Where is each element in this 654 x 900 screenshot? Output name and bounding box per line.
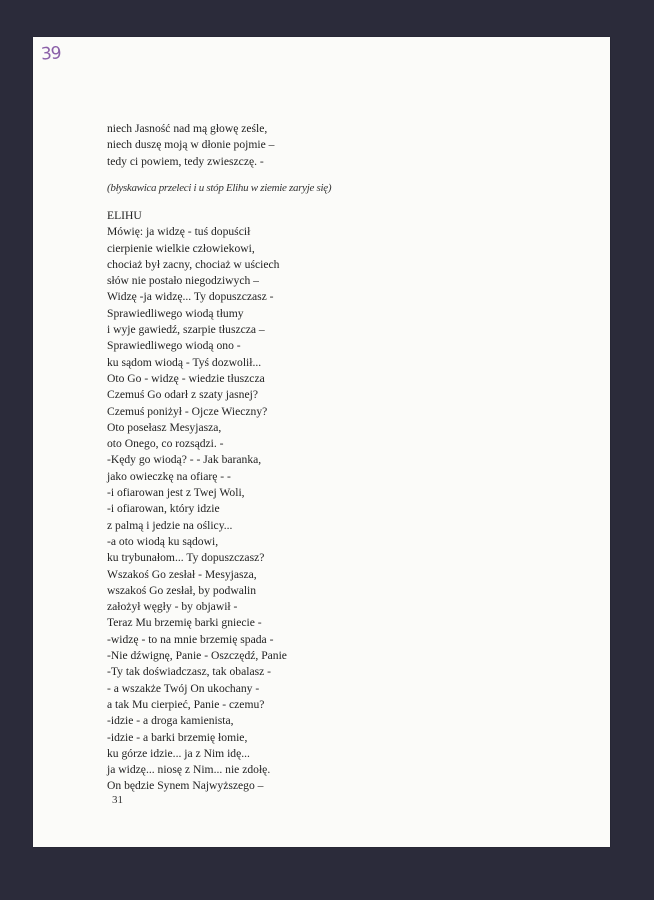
verse-line: On będzie Synem Najwyższego – <box>107 779 264 793</box>
opening-lines <box>107 121 274 170</box>
verse-line: -idzie - a droga kamienista, <box>107 714 234 728</box>
verse-line: -Kędy go wiodą? - - Jak baranka, <box>107 453 262 467</box>
verse-line: Mówię: ja widzę - tuś dopuścił <box>107 225 251 239</box>
page-number: 31 <box>112 794 123 806</box>
speaker-name: ELIHU <box>107 209 142 222</box>
verse-line: wszakoś Go zesłał, by podwalin <box>107 583 257 597</box>
verse-line: ku sądom wiodą - Tyś dozwolił... <box>107 355 262 369</box>
verse-line: założył węgły - by objawił - <box>107 600 238 614</box>
verse-line: -a oto wiodą ku sądowi, <box>107 534 219 548</box>
verse-line: jako owieczkę na ofiarę - - <box>107 469 231 483</box>
verse-line: niech duszę moją w dłonie pojmie – <box>107 138 275 152</box>
verse-line: -Ty tak doświadczasz, tak obalasz - <box>107 665 272 679</box>
verse-line: ku trybunałom... Ty dopuszczasz? <box>107 551 265 565</box>
verse-line: -widzę - to na mnie brzemię spada - <box>107 632 274 646</box>
verse-line: Czemuś Go odarł z szaty jasnej? <box>107 388 258 402</box>
verse-line: -i ofiarowan, który idzie <box>107 502 220 516</box>
verse-line: Czemuś poniżył - Ojcze Wieczny? <box>107 404 268 418</box>
verse-line: cierpienie wielkie człowiekowi, <box>107 241 255 255</box>
verse-line: Oto Go - widzę - wiedzie tłuszcza <box>107 371 265 385</box>
verse-line: chociaż był zacny, chociaż w uściech <box>107 257 280 271</box>
verse-line: tedy ci powiem, tedy zwieszczę. - <box>107 154 264 168</box>
folio-mark: 39 <box>40 43 62 65</box>
verse-line: i wyje gawiedź, szarpie tłuszcza – <box>107 323 265 337</box>
verse-line: Sprawiedliwego wiodą tłumy <box>107 306 244 320</box>
verse-line: z palmą i jedzie na oślicy... <box>107 518 233 532</box>
verse-line: oto Onego, co rozsądzi. - <box>107 437 224 451</box>
verse-line: -i ofiarowan jest z Twej Woli, <box>107 486 245 500</box>
verse-line: -Nie dźwignę, Panie - Oszczędź, Panie <box>107 649 287 663</box>
verse-line: ja widzę... niosę z Nim... nie zdołę. <box>107 763 271 777</box>
verse-line: Widzę -ja widzę... Ty dopuszczasz - <box>107 290 274 304</box>
verse-line: niech Jasność nad mą głowę ześle, <box>107 122 268 135</box>
speech-block <box>107 208 287 795</box>
verse-line: -idzie - a barki brzemię łomie, <box>107 730 248 744</box>
verse-line: Teraz Mu brzemię barki gniecie - <box>107 616 262 630</box>
verse-line: - a wszakże Twój On ukochany - <box>107 681 260 695</box>
verse-line: Oto posełasz Mesyjasza, <box>107 420 222 434</box>
verse-line: a tak Mu cierpieć, Panie - czemu? <box>107 697 265 711</box>
verse-line: słów nie postało niegodziwych – <box>107 274 259 288</box>
stage-direction: (błyskawica przeleci i u stóp Elihu w ziemie zaryje się) <box>107 182 332 194</box>
verse-line: ku górze idzie... ja z Nim idę... <box>107 746 250 760</box>
verse-line: Wszakoś Go zesłał - Mesyjasza, <box>107 567 257 581</box>
verse-line: Sprawiedliwego wiodą ono - <box>107 339 241 353</box>
